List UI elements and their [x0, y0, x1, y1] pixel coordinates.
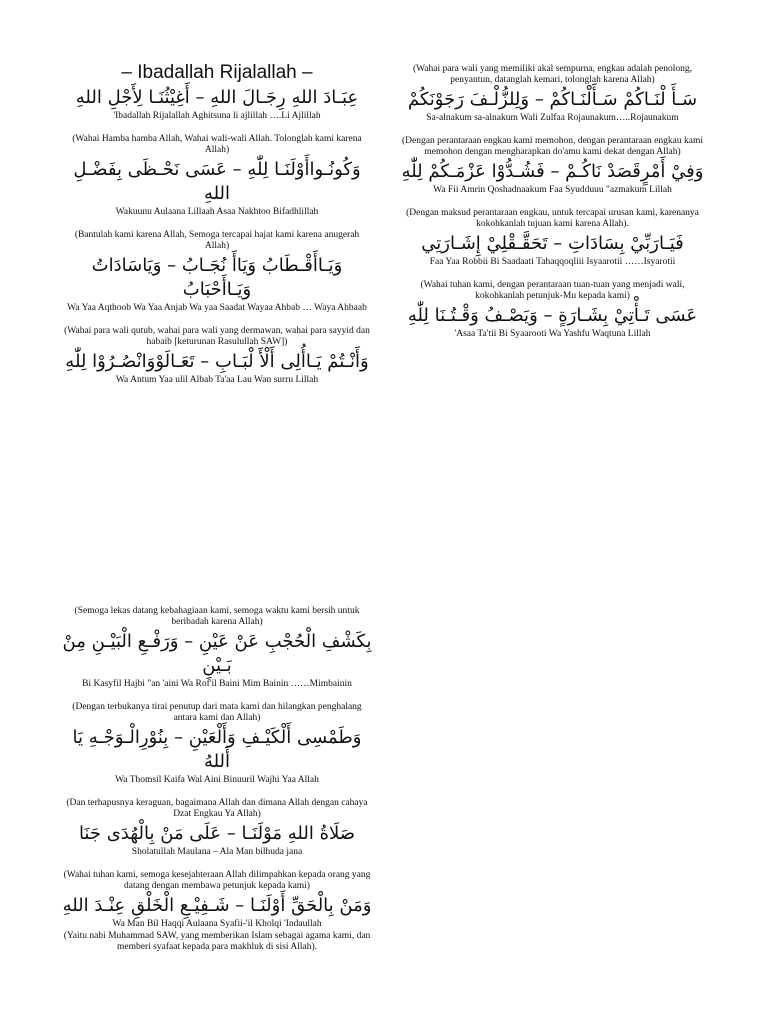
- arabic-verse: صَلَاةُ اللهِ مَوْلَنَـا – عَلَى مَنْ بِالْهُدَى جَنَا: [78, 823, 356, 844]
- arabic-verse: وَكُونُـواأَوْلَنَـا لِلّٰهِ – عَسَى نَحْـظَى بِفَضْـلِ اللهِ: [73, 159, 361, 204]
- transliteration: Wa Fii Amrin Qoshadnaakum Faa Syudduuu "azmakum Lillah: [433, 185, 672, 195]
- translation: (Bantulah kami karena Allah, Semoga tercapai hajat kami karena anugerah Allah): [74, 230, 360, 251]
- bottom-column: [62, 606, 372, 953]
- verse-block: [62, 350, 372, 386]
- transliteration: Bi Kasyfil Hajbi "an 'aini Wa Rof'il Baini Mim Bainin ……Mimbainin: [82, 679, 352, 689]
- transliteration: Wakuunu Aulaana Lillaah Asaa Nakhtoo Bifadhlillah: [115, 207, 319, 217]
- translation: (Wahai tuhan kami, dengan perantaraan tuan-tuan yang menjadi wali, kokohkanlah petunjuk-Mu kepada kami): [420, 280, 685, 301]
- transliteration: 'Asaa Ta'tii Bi Syaarooti Wa Yashfu Waqtuna Lillah: [454, 329, 651, 339]
- verse-block: [395, 208, 710, 268]
- transliteration: Wa Antum Yaa ulil Albab Ta'aa Lau Wan surru Lillah: [115, 375, 319, 385]
- arabic-verse: سَـأَ لْنَـاكُمْ سَـأَلْنَـاكُمْ – وَلِلزُّلْـفَ رَجَوْنَكُمْ: [407, 89, 698, 110]
- transliteration: Sholatullah Maulana – Ala Man bilhuda jana: [131, 847, 303, 857]
- translation: (Wahai Hamba hamba Allah, Wahai wali-wali Allah. Tolonglah kami karena Allah): [72, 134, 362, 155]
- verse-block: [395, 64, 710, 124]
- arabic-verse: وَطَمْسِى أَلْكَيْـفِ وَأَلْعَيْنِ – بِنُوْرِالْـوَجْـهِ يَا أَللهُ: [72, 727, 362, 772]
- left-column: [62, 62, 372, 386]
- translation: (Wahai tuhan kami, semoga kesejahteraan Allah dilimpahkan kepada orang yang datang dengan membawa petunjuk kepada kami): [63, 870, 371, 891]
- transliteration: 'Ibadallah Rijalallah Aghitsuna li ajlillah ….Li Ajlillah: [113, 111, 321, 121]
- final-translation: (Yaitu nabi Muhammad SAW, yang memberikan Islam sebagai agama kami, dan memberi syafaat kepada para makhluk di sisi Allah).: [63, 931, 371, 952]
- transliteration: Wa Yaa Aqthoob Wa Yaa Anjab Wa yaa Saadat Wayaa Ahbab … Waya Ahbaab: [67, 303, 367, 313]
- page-title: – Ibadallah Rijalallah –: [121, 62, 313, 83]
- transliteration: Faa Yaa Robbii Bi Saadaati Tahaqqoqliii Isyaarotii ……Isyarotii: [429, 257, 676, 267]
- arabic-verse: وَمَنْ بِالْحَقِّ أَوْلَنَـا – شَـفِيْـعِ الْخَلْقِ عِنْـدَ اللهِ: [62, 895, 372, 916]
- translation: (Dengan maksud perantaraan engkau, untuk tercapai urusan kami, karenanya kokohkanlah tujuan kami karena Allah).: [406, 208, 699, 229]
- translation: (Dengan terbukanya tirai penutup dari mata kami dan hilangkan penghalang antara kami dan Allah): [72, 702, 362, 723]
- right-column: [395, 64, 710, 340]
- verse-block: [62, 798, 372, 858]
- verse-block: [62, 702, 372, 786]
- arabic-verse: وَفِيْ أَمْرٍقَصَدْ نَاكُـمْ – فَشُـدُّوْا عَزْمَـكُمْ لِلّٰهِ: [401, 161, 704, 182]
- translation: (Wahai para wali yang memiliki akal sempurna, engkau adalah penolong, penyantun, datanglah kemari, tolonglah karena Allah): [412, 64, 693, 85]
- arabic-verse: وَيَـاأَقْـطَابُ وَيَاأَ نُجَـابُ – وَيَاسَادَاتُ وَيَـاأَحْبَابُ: [91, 255, 343, 300]
- transliteration: Sa-alnakum sa-alnakum Wali Zulfaa Rojaunakum…..Rojaunakum: [426, 113, 679, 123]
- arabic-verse: عَسَى تَـأْتِيْ بِشَـارَةٍ – وَيَصْـفُ وَقْـتُـنَا لِلّٰهِ: [407, 305, 698, 326]
- verse-block: [395, 280, 710, 340]
- verse-block: [395, 136, 710, 196]
- arabic-verse: فَيَـارَبِّيْ بِسَادَاتِ – تَحَقَّـقْلِيْ إِشَـارَتِي: [421, 233, 684, 254]
- verse-block: [62, 254, 372, 348]
- verse-block: [62, 606, 372, 690]
- translation: (Semoga lekas datang kebahagiaan kami, semoga waktu kami bersih untuk beribadah karena Allah): [74, 606, 360, 627]
- verse-block: [62, 86, 372, 156]
- translation: (Dan terhapusnya keraguan, bagaimana Allah dan dimana Allah dengan cahaya Dzat Engkau Ya Allah): [66, 798, 368, 819]
- arabic-verse: بِكَشْفِ الْحُجْبِ عَنْ عَيْنِ – وَرَفْـعِ الْبَيْـنِ مِنْ بَـيْنِ: [62, 631, 372, 676]
- translation: (Wahai para wali qutub, wahai para wali yang dermawan, wahai para sayyid dan habaib [keturunan Rasulullah SAW]): [64, 326, 370, 347]
- translation: (Dengan perantaraan engkau kami memohon, dengan perantaraan engkau kami memohon dengan mengharapkan do'amu kami dekat dengan Allah): [402, 136, 703, 157]
- verse-block: [62, 870, 372, 953]
- arabic-verse: عِبَـادَ اللهِ رِجَـالَ اللهِ – أَغِيْثُنَـا لِأَجْلِ اللهِ: [75, 87, 359, 108]
- transliteration: Wa Thomsil Kaifa Wal Aini Binuuril Wajhi Yaa Allah: [115, 775, 319, 785]
- verse-block: [62, 158, 372, 252]
- transliteration: Wa Man Bil Haqqi Aulaana Syafii-'il Kholqi 'Indaullah: [112, 919, 322, 929]
- arabic-verse: وَأَنْـتُمْ يَـاأُلِى أَلْأَ لْبَـابِ – تَعَـالَوْوَانْصُـرُوْا لِلّٰهِ: [65, 351, 369, 372]
